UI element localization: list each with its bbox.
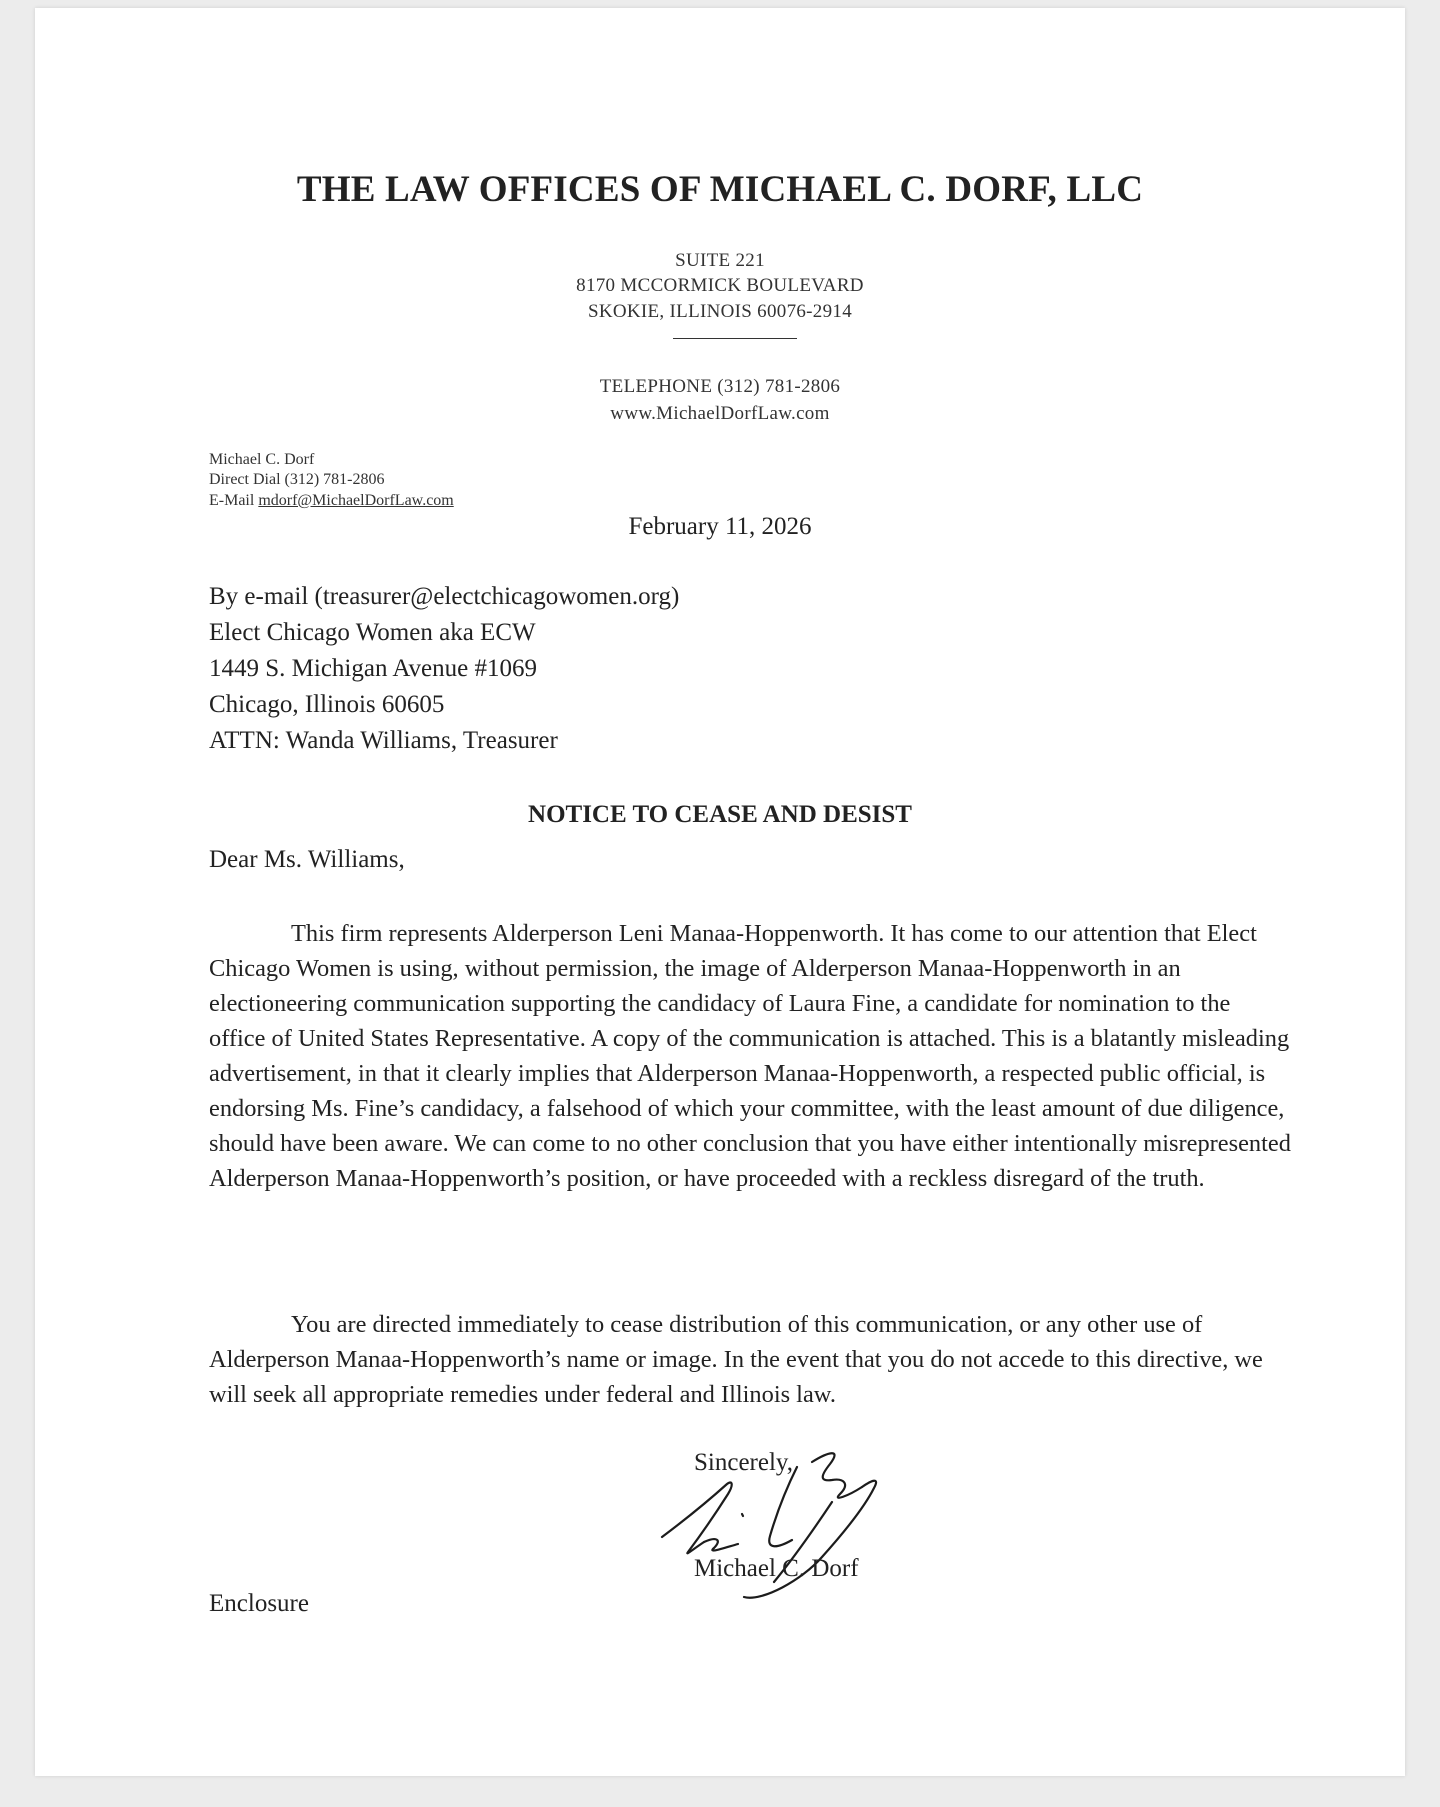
recipient-organization: Elect Chicago Women aka ECW bbox=[209, 619, 536, 646]
recipient-street: 1449 S. Michigan Avenue #1069 bbox=[209, 655, 537, 682]
letter-page bbox=[35, 8, 1405, 1776]
recipient-city: Chicago, Illinois 60605 bbox=[209, 691, 445, 718]
sender-email-link[interactable]: mdorf@MichaelDorfLaw.com bbox=[258, 492, 454, 509]
address-street: 8170 MCCORMICK BOULEVARD bbox=[576, 275, 864, 296]
recipient-email-line: By e-mail (treasurer@electchicagowomen.org) bbox=[209, 583, 680, 610]
paragraph-1-text: This firm represents Alderperson Leni Manaa-Hoppenworth. It has come to our attention that Elect Chicago Women is using, without permission, the image of Alderperson Manaa-Hoppenworth in an electioneering communication supporting the candidacy of Laura Fine, a candidate for nomination to the office of United States Representative. A copy of the communication is attached. This is a blatantly misleading advertisement, in that it clearly implies that Alderperson Manaa-Hoppenworth, a respected public official, is endorsing Ms. Fine’s candidacy, a falsehood of which your committee, with the least amount of due diligence, should have been aware. We can come to no other conclusion that you have either intentionally misrepresented Alderperson Manaa-Hoppenworth’s position, or have proceeded with a reckless disregard of the truth. bbox=[209, 920, 1291, 1192]
sender-email-label: E-Mail bbox=[209, 492, 259, 509]
closing: Sincerely, bbox=[694, 1449, 794, 1476]
firm-name: THE LAW OFFICES OF MICHAEL C. DORF, LLC bbox=[296, 169, 1144, 210]
enclosure: Enclosure bbox=[209, 1590, 309, 1617]
address-suite: SUITE 221 bbox=[675, 250, 765, 271]
telephone: TELEPHONE (312) 781-2806 bbox=[599, 376, 841, 397]
body-paragraph-2 bbox=[209, 1307, 1291, 1412]
sender-email-line bbox=[209, 492, 454, 510]
letter-date: February 11, 2026 bbox=[628, 513, 812, 540]
letterhead-divider bbox=[673, 338, 797, 339]
address-city: SKOKIE, ILLINOIS 60076-2914 bbox=[587, 301, 853, 322]
body-paragraph-1 bbox=[209, 916, 1291, 1196]
recipient-attention: ATTN: Wanda Williams, Treasurer bbox=[209, 727, 558, 754]
notice-title: NOTICE TO CEASE AND DESIST bbox=[528, 801, 912, 828]
sender-name: Michael C. Dorf bbox=[209, 451, 315, 468]
signer-name: Michael C. Dorf bbox=[694, 1555, 859, 1582]
salutation: Dear Ms. Williams, bbox=[209, 846, 405, 873]
paragraph-2-text: You are directed immediately to cease distribution of this communication, or any other use of Alderperson Manaa-Hoppenworth’s name or image. In the event that you do not accede to this directive, we will seek all appropriate remedies under federal and Illinois law. bbox=[209, 1311, 1263, 1408]
sender-direct-dial: Direct Dial (312) 781-2806 bbox=[209, 471, 385, 488]
website: www.MichaelDorfLaw.com bbox=[610, 403, 830, 424]
